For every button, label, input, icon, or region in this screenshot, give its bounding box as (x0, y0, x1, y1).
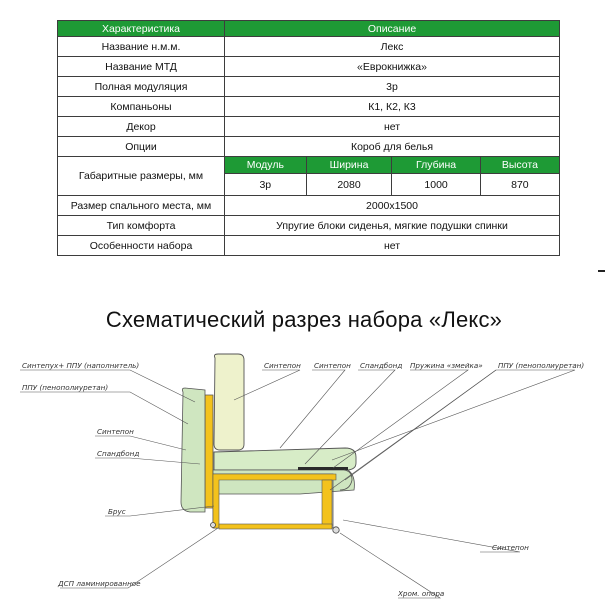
row-label: Название МТД (58, 57, 225, 77)
dimensions-label: Габаритные размеры, мм (58, 157, 225, 196)
dimensions-cell (225, 157, 560, 196)
table-row (58, 117, 560, 137)
table-row (58, 196, 560, 216)
dim-header-width: Ширина (306, 157, 392, 174)
dim-header-height: Высота (480, 157, 559, 174)
page-title: Схематический разрез набора «Лекс» (105, 307, 503, 332)
row-value: нет (225, 236, 560, 256)
dim-value-depth: 1000 (392, 174, 480, 195)
row-label: Тип комфорта (58, 216, 225, 236)
table-row (58, 216, 560, 236)
table-row (58, 37, 560, 57)
dim-value-module: 3р (225, 174, 306, 195)
row-value: Упругие блоки сиденья, мягкие подушки спинки (225, 216, 560, 236)
label-sintepon-left: Синтепон (97, 427, 134, 436)
table-row (58, 97, 560, 117)
label-opora: Хром. опора (398, 589, 445, 598)
label-pruzhina: Пружина «змейка» (410, 361, 483, 370)
sofa-drawing (181, 354, 356, 533)
row-label: Полная модуляция (58, 77, 225, 97)
dimensions-row (58, 157, 560, 196)
spec-table (57, 20, 560, 256)
table-row (58, 57, 560, 77)
dim-value-height: 870 (480, 174, 559, 195)
sofa-section-diagram (0, 340, 608, 608)
dim-header-module: Модуль (225, 157, 306, 174)
header-description: Описание (225, 21, 560, 37)
label-sintepon-top2: Синтепон (314, 361, 351, 370)
label-spandbond-left: Спандбонд (97, 449, 140, 458)
label-dsp: ДСП ламинированное (58, 579, 141, 588)
label-ppu-left: ППУ (пенополиуретан) (22, 383, 109, 392)
table-row (58, 236, 560, 256)
row-label: Опции (58, 137, 225, 157)
row-value: «Еврокнижка» (225, 57, 560, 77)
row-value: нет (225, 117, 560, 137)
header-characteristic: Характеристика (58, 21, 225, 37)
row-label: Особенности набора (58, 236, 225, 256)
row-label: Компаньоны (58, 97, 225, 117)
row-value: 3р (225, 77, 560, 97)
row-value: Короб для белья (225, 137, 560, 157)
dimensions-table (225, 157, 559, 195)
dimensions-value-row (225, 174, 559, 195)
table-row (58, 137, 560, 157)
dimensions-header-row (225, 157, 559, 174)
table-header-row (58, 21, 560, 37)
table-row (58, 77, 560, 97)
dim-header-depth: Глубина (392, 157, 480, 174)
label-sintepuh: Синтепух+ ППУ (наполнитель) (22, 361, 140, 370)
label-sintepon-top1: Синтепон (264, 361, 301, 370)
edge-mark (598, 270, 605, 272)
label-ppu-right: ППУ (пенополиуретан) (498, 361, 585, 370)
row-value: К1, К2, К3 (225, 97, 560, 117)
row-value: Лекс (225, 37, 560, 57)
label-brus: Брус (108, 507, 126, 516)
row-label: Название н.м.м. (58, 37, 225, 57)
row-label: Декор (58, 117, 225, 137)
row-label: Размер спального места, мм (58, 196, 225, 216)
label-sintepon-right: Синтепон (492, 543, 529, 552)
row-value: 2000х1500 (225, 196, 560, 216)
label-spandbond-top: Спандбонд (360, 361, 403, 370)
dim-value-width: 2080 (306, 174, 392, 195)
